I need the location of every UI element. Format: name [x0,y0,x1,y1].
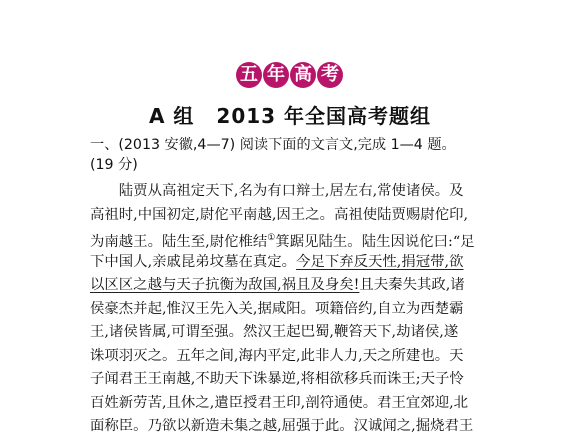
badge-char: 高 [290,62,316,88]
underlined-sentence: 今足下弃反天性,捐冠带,欲 [296,253,464,270]
group-heading [0,100,580,129]
footnote-marker[interactable]: ① [267,233,276,243]
passage-line: 百姓新劳苦,且休之,遣臣授君王印,剖符通使。君王宜郊迎,北 [90,394,469,411]
question-line: 一、(2013 安徽,4—7) 阅读下面的文言文,完成 1—4 题。 [90,137,456,153]
passage-text: 下中国人,亲戚昆弟坟墓在真定。 [90,253,297,270]
passage-line: 高祖时,中国初定,尉佗平南越,因王之。高祖使陆贾赐尉佗印, [90,206,469,223]
passage-line [90,274,502,298]
passage-line: 陆贾从高祖定天下,名为有口辩士,居左右,常使诸侯。及 [118,183,464,199]
passage-text: 且夫秦失其政,诸 [359,277,465,293]
passage-text: 箕踞见陆生。陆生因说佗曰:“足 [275,233,475,250]
group-title: 2013 年全国高考题组 [216,104,432,128]
group-label: A 组 [148,104,195,128]
passage-line: 王,诸侯皆属,可谓至强。然汉王起巴蜀,鞭笞天下,劫诸侯,遂 [90,324,459,340]
passage-line [90,227,502,251]
badge-char: 五 [236,62,262,88]
badge-char: 年 [263,62,289,88]
underlined-sentence: 以区区之越与天子抗衡为敌国,祸且及身矣! [90,277,360,293]
passage-text: 为南越王。陆生至,尉佗椎结 [90,233,268,250]
question-points: (19 分) [90,157,138,173]
badge-char: 考 [317,62,343,88]
passage-line: 面称臣。乃欲以新造未集之越,屈强于此。汉诚闻之,掘烧君王 [90,418,474,434]
passage-line: 子闻君王王南越,不助天下诛暴逆,将相欲移兵而诛王;天子怜 [90,371,464,387]
passage-line: 诛项羽灭之。五年之间,海内平定,此非人力,天之所建也。天 [90,347,464,364]
section-badge [236,62,343,88]
classical-passage [90,180,502,439]
passage-line [90,251,502,275]
question-prompt [90,135,502,175]
passage-line: 侯豪杰并起,惟汉王先入关,据咸阳。项籍倍约,自立为西楚霸 [90,300,464,317]
